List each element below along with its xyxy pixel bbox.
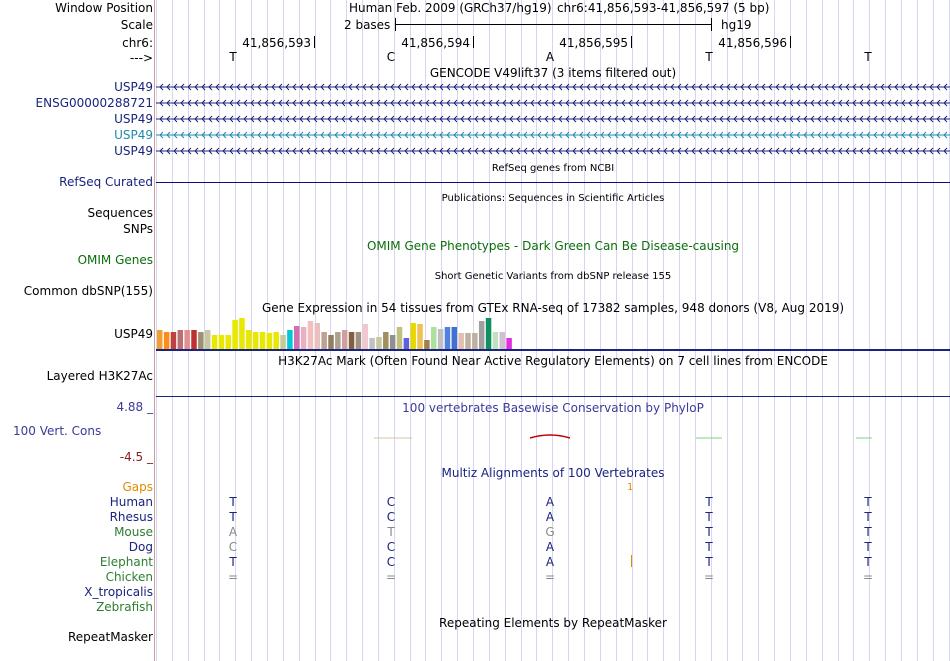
alignment-base: T xyxy=(864,555,872,569)
alignment-base: C xyxy=(228,540,238,554)
gencode-intron-arrows xyxy=(156,132,950,138)
phylop-track-title: 100 vertebrates Basewise Conservation by PhyloP xyxy=(402,401,704,415)
alignment-base: C xyxy=(386,540,396,554)
chrom-label: chr6: xyxy=(122,36,153,50)
species-label[interactable]: X_tropicalis xyxy=(84,585,153,599)
alignment-base: = xyxy=(385,570,397,584)
coordinate-label: 41,856,594 xyxy=(401,36,470,50)
scale-bar-left-end xyxy=(395,18,396,31)
refseq-track-label[interactable]: RefSeq Curated xyxy=(59,175,153,189)
species-label[interactable]: Zebrafish xyxy=(96,600,153,614)
gencode-intron-arrows xyxy=(156,100,950,106)
gtex-track-label[interactable]: USP49 xyxy=(114,327,153,341)
dbsnp-track-label[interactable]: Common dbSNP(155) xyxy=(23,284,153,298)
phylop-signal xyxy=(156,430,950,442)
gtex-track-title: Gene Expression in 54 tissues from GTEx RNA-seq of 17382 samples, 948 donors (V8, Aug 2019) xyxy=(261,301,845,315)
alignment-base: = xyxy=(703,570,715,584)
gtex-tissue-bar xyxy=(205,330,211,349)
multiz-track-title: Multiz Alignments of 100 Vertebrates xyxy=(441,466,665,480)
alignment-base: A xyxy=(545,495,555,509)
alignment-base: A xyxy=(545,555,555,569)
alignment-base: T xyxy=(705,525,713,539)
strand-label: ---> xyxy=(129,51,153,65)
repeatmasker-track-title: Repeating Elements by RepeatMasker xyxy=(439,616,667,630)
scale-bar xyxy=(395,24,712,25)
gtex-tissue-bar xyxy=(301,327,307,349)
species-label[interactable]: Mouse xyxy=(114,525,153,539)
gaps-mark: 1 xyxy=(627,482,634,493)
gtex-tissue-bar xyxy=(315,323,321,349)
reference-base: C xyxy=(386,50,396,64)
species-label[interactable]: Dog xyxy=(128,540,153,554)
phylop-min-label: -4.5 _ xyxy=(119,450,153,464)
alignment-base: = xyxy=(227,570,239,584)
gtex-tissue-bar xyxy=(397,327,403,349)
gtex-tissue-bar xyxy=(390,335,396,349)
position-text[interactable]: chr6:41,856,593-41,856,597 (5 bp) xyxy=(557,1,770,15)
gtex-tissue-bar xyxy=(500,332,506,349)
gtex-tissue-bar xyxy=(287,330,293,349)
assembly-text: Human Feb. 2009 (GRCh37/hg19) xyxy=(349,1,552,15)
scale-label: Scale xyxy=(120,18,153,32)
gtex-tissue-bar xyxy=(219,335,225,349)
gtex-tissue-bar xyxy=(308,321,314,349)
gtex-tissue-bar xyxy=(239,318,245,349)
gtex-tissue-bar xyxy=(410,323,416,349)
gtex-tissue-bar xyxy=(198,332,204,349)
coordinate-label: 41,856,596 xyxy=(718,36,787,50)
phylop-signal-peak xyxy=(530,435,570,438)
reference-base: A xyxy=(545,50,555,64)
gtex-tissue-bar xyxy=(171,332,177,349)
coordinate-tick xyxy=(314,36,315,48)
gtex-tissue-bar xyxy=(383,332,389,349)
db-text: hg19 xyxy=(721,18,752,32)
alignment-base: T xyxy=(229,555,237,569)
gtex-tissue-bar xyxy=(280,335,286,349)
publications-track-title: Publications: Sequences in Scientific Articles xyxy=(441,193,665,204)
h3k27ac-track-label[interactable]: Layered H3K27Ac xyxy=(46,369,153,383)
gtex-tissue-bar xyxy=(486,318,492,349)
species-label[interactable]: Chicken xyxy=(105,570,153,584)
gtex-tissue-bar xyxy=(465,333,471,349)
alignment-base: T xyxy=(864,510,872,524)
alignment-base: = xyxy=(544,570,556,584)
gtex-tissue-bar xyxy=(267,333,273,349)
gtex-tissue-bar xyxy=(328,335,334,349)
h3k27ac-track-title: H3K27Ac Mark (Often Found Near Active Regulatory Elements) on 7 cell lines from ENCODE xyxy=(278,354,828,368)
gaps-label: Gaps xyxy=(122,480,153,494)
alignment-base: T xyxy=(864,495,872,509)
gtex-tissue-bar xyxy=(363,324,369,349)
species-label[interactable]: Rhesus xyxy=(109,510,153,524)
gtex-tissue-bar xyxy=(273,332,279,349)
gencode-gene-feature[interactable] xyxy=(156,115,950,123)
gtex-tissue-bar xyxy=(212,335,218,349)
gtex-tissue-bar xyxy=(369,338,375,349)
alignment-base: T xyxy=(229,510,237,524)
gencode-gene-label[interactable]: USP49 xyxy=(114,128,153,142)
gencode-gene-label[interactable]: ENSG00000288721 xyxy=(35,96,153,110)
gap-insertion-mark xyxy=(631,555,632,567)
gtex-tissue-bar xyxy=(335,332,341,349)
gtex-tissue-bar xyxy=(472,333,478,349)
gtex-tissue-bar xyxy=(417,324,423,349)
coordinate-tick xyxy=(790,36,791,48)
gencode-gene-label[interactable]: USP49 xyxy=(114,112,153,126)
alignment-base: A xyxy=(545,540,555,554)
gencode-gene-feature[interactable] xyxy=(156,99,950,107)
h3k27ac-signal xyxy=(156,396,950,397)
coordinate-tick xyxy=(473,36,474,48)
alignment-base: T xyxy=(864,540,872,554)
gencode-gene-feature[interactable] xyxy=(156,83,950,91)
gtex-tissue-bar xyxy=(294,326,300,349)
phylop-max-label: 4.88 _ xyxy=(116,400,153,414)
coordinate-tick xyxy=(631,36,632,48)
gencode-gene-label[interactable]: USP49 xyxy=(114,144,153,158)
alignment-base: T xyxy=(705,495,713,509)
gtex-tissue-bar xyxy=(226,335,232,349)
gtex-tissue-bar xyxy=(356,332,362,349)
phylop-track-label[interactable]: 100 Vert. Cons xyxy=(13,424,102,438)
gtex-tissue-bar xyxy=(493,332,499,349)
alignment-base: = xyxy=(862,570,874,584)
sequences-label[interactable]: Sequences xyxy=(87,206,153,220)
gtex-tissue-bar xyxy=(404,338,410,349)
gencode-gene-feature[interactable] xyxy=(156,147,950,155)
species-label[interactable]: Elephant xyxy=(99,555,153,569)
omim-track-title: OMIM Gene Phenotypes - Dark Green Can Be Disease-causing xyxy=(366,239,740,253)
gtex-tissue-bar xyxy=(349,332,355,349)
dbsnp-track-title: Short Genetic Variants from dbSNP release 155 xyxy=(434,271,672,282)
gtex-tissue-bar xyxy=(431,327,437,349)
gencode-intron-arrows xyxy=(156,116,950,122)
alignment-base: T xyxy=(705,510,713,524)
gtex-tissue-bar xyxy=(253,332,259,349)
gtex-expression-bars[interactable] xyxy=(156,316,556,350)
gtex-tissue-bar xyxy=(506,338,512,349)
window-position-label: Window Position xyxy=(55,1,153,15)
gtex-tissue-bar xyxy=(438,329,444,349)
gencode-track-title: GENCODE V49lift37 (3 items filtered out) xyxy=(429,66,677,80)
alignment-base: C xyxy=(386,495,396,509)
gtex-tissue-bar xyxy=(232,320,238,349)
alignment-base: A xyxy=(545,510,555,524)
refseq-track-title: RefSeq genes from NCBI xyxy=(491,163,615,174)
reference-base: T xyxy=(705,50,713,64)
alignment-base: T xyxy=(705,540,713,554)
gtex-tissue-bar xyxy=(178,330,184,349)
gtex-tissue-bar xyxy=(424,340,430,349)
gtex-tissue-bar xyxy=(458,333,464,349)
gtex-tissue-bar xyxy=(246,330,252,349)
alignment-base: T xyxy=(229,495,237,509)
alignment-base: T xyxy=(864,525,872,539)
label-separator xyxy=(154,0,155,661)
gencode-gene-label[interactable]: USP49 xyxy=(114,80,153,94)
gtex-baseline xyxy=(156,349,950,351)
omim-track-label[interactable]: OMIM Genes xyxy=(77,253,153,267)
repeatmasker-track-label[interactable]: RepeatMasker xyxy=(67,630,153,644)
reference-base: T xyxy=(864,50,872,64)
gtex-tissue-bar xyxy=(260,332,266,349)
alignment-base: G xyxy=(545,525,555,539)
scale-text: 2 bases xyxy=(344,18,391,32)
alignment-base: T xyxy=(387,525,395,539)
gtex-tissue-bar xyxy=(376,337,382,349)
alignment-base: C xyxy=(386,510,396,524)
gtex-tissue-bar xyxy=(321,332,327,349)
gencode-gene-feature[interactable] xyxy=(156,131,950,139)
gtex-tissue-bar xyxy=(184,330,190,349)
gtex-tissue-bar xyxy=(157,330,163,349)
gtex-tissue-bar xyxy=(479,321,485,349)
alignment-base: T xyxy=(705,555,713,569)
coordinate-label: 41,856,595 xyxy=(559,36,628,50)
gtex-tissue-bar xyxy=(191,330,197,349)
gtex-tissue-bar xyxy=(452,327,458,349)
species-label[interactable]: Human xyxy=(109,495,153,509)
coordinate-label: 41,856,593 xyxy=(242,36,311,50)
alignment-base: C xyxy=(386,555,396,569)
refseq-gene-line[interactable] xyxy=(156,182,950,183)
reference-base: T xyxy=(229,50,237,64)
alignment-base: A xyxy=(228,525,238,539)
gtex-tissue-bar xyxy=(445,327,451,349)
gtex-tissue-bar xyxy=(342,330,348,349)
gencode-intron-arrows xyxy=(156,148,950,154)
gencode-intron-arrows xyxy=(156,84,950,90)
snps-label[interactable]: SNPs xyxy=(123,222,153,236)
gtex-tissue-bar xyxy=(164,332,170,349)
scale-bar-right-end xyxy=(711,18,712,31)
